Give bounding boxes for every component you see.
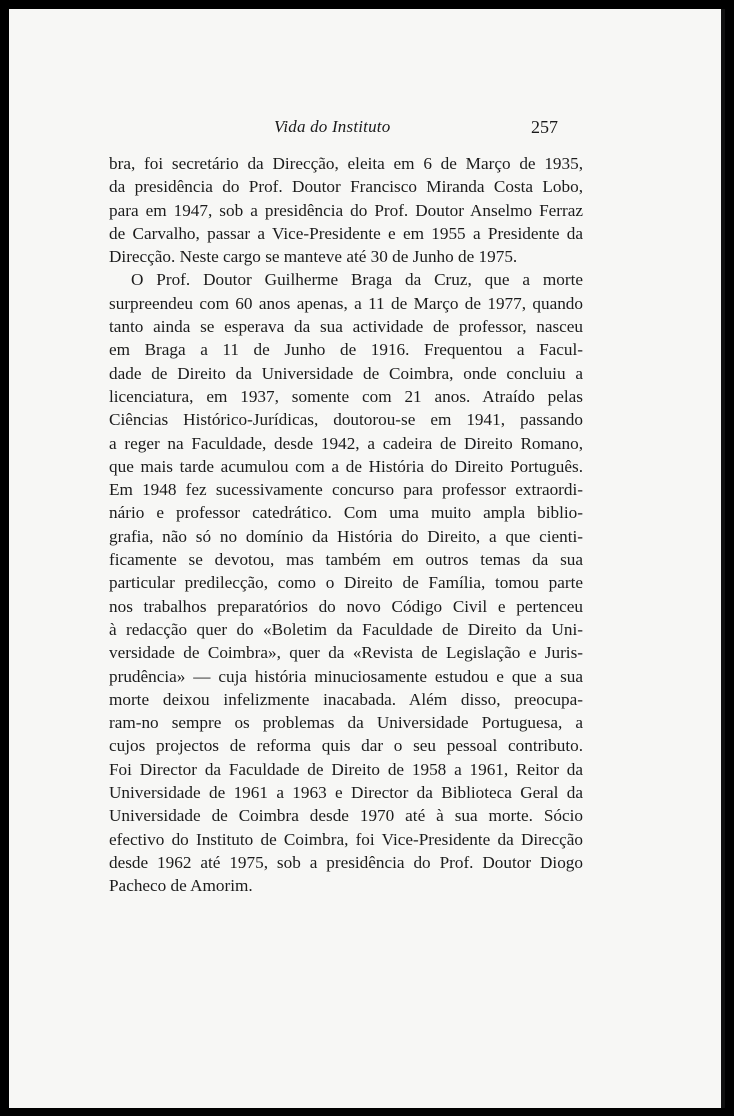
- text-line: dade de Direito da Universidade de Coimbra, onde concluiu a: [109, 363, 583, 383]
- text-line: ram-no sempre os problemas da Universidade Portuguesa, a: [109, 713, 583, 733]
- text-line: Ciências Histórico-Jurídicas, doutorou-se em 1941, passando: [109, 410, 583, 430]
- running-title: Vida do Instituto: [274, 117, 391, 136]
- text-line: versidade de Coimbra», quer da «Revista de Legislação e Juris-: [109, 643, 583, 663]
- body-text: [109, 152, 583, 898]
- text-line: à redacção quer do «Boletim da Faculdade de Direito da Uni-: [109, 619, 583, 639]
- text-line: em Braga a 11 de Junho de 1916. Frequentou a Facul-: [109, 340, 583, 360]
- book-page: [9, 9, 725, 1108]
- running-head: [9, 117, 725, 141]
- text-line: Universidade de Coimbra desde 1970 até à sua morte. Sócio: [109, 806, 583, 826]
- text-line: a reger na Faculdade, desde 1942, a cadeira de Direito Romano,: [109, 433, 583, 453]
- page-number: 257: [531, 117, 558, 137]
- text-line: licenciatura, em 1937, somente com 21 anos. Atraído pelas: [109, 386, 583, 406]
- text-line: surpreendeu com 60 anos apenas, a 11 de Março de 1977, quando: [109, 293, 583, 313]
- text-line: para em 1947, sob a presidência do Prof. Doutor Anselmo Ferraz: [109, 200, 583, 220]
- text-line: O Prof. Doutor Guilherme Braga da Cruz, que a morte: [131, 270, 583, 290]
- text-line: prudência» — cuja história minuciosamente estudou e que a sua: [109, 666, 583, 686]
- text-line: efectivo do Instituto de Coimbra, foi Vice-Presidente da Direcção: [109, 829, 583, 849]
- paragraph-2: [109, 268, 583, 897]
- text-line: grafia, não só no domínio da História do Direito, a que cienti-: [109, 526, 583, 546]
- paragraph-1: [109, 152, 583, 268]
- text-line: Universidade de 1961 a 1963 e Director da Biblioteca Geral da: [109, 783, 583, 803]
- text-line: Direcção. Neste cargo se manteve até 30 de Junho de 1975.: [109, 247, 518, 267]
- text-line: morte deixou infelizmente inacabada. Além disso, preocupa-: [109, 689, 583, 709]
- text-line: Em 1948 fez sucessivamente concurso para professor extraordi-: [109, 480, 583, 500]
- text-line: bra, foi secretário da Direcção, eleita em 6 de Março de 1935,: [109, 154, 583, 173]
- text-line: particular predilecção, como o Direito de Família, tomou parte: [109, 573, 583, 593]
- text-line: desde 1962 até 1975, sob a presidência do Prof. Doutor Diogo: [109, 852, 583, 872]
- text-line: tanto ainda se esperava da sua actividade de professor, nasceu: [109, 317, 583, 337]
- text-line: Pacheco de Amorim.: [109, 876, 253, 896]
- text-line: nos trabalhos preparatórios do novo Código Civil e pertenceu: [109, 596, 583, 616]
- text-line: de Carvalho, passar a Vice-Presidente e em 1955 a Presidente da: [109, 223, 583, 243]
- text-line: nário e professor catedrático. Com uma muito ampla biblio-: [109, 503, 583, 523]
- text-line: ficamente se devotou, mas também em outros temas da sua: [109, 550, 583, 570]
- text-line: Foi Director da Faculdade de Direito de 1958 a 1961, Reitor da: [109, 759, 583, 779]
- text-line: da presidência do Prof. Doutor Francisco Miranda Costa Lobo,: [109, 177, 583, 197]
- text-line: cujos projectos de reforma quis dar o seu pessoal contributo.: [109, 736, 583, 756]
- text-line: que mais tarde acumulou com a de História do Direito Português.: [109, 456, 583, 476]
